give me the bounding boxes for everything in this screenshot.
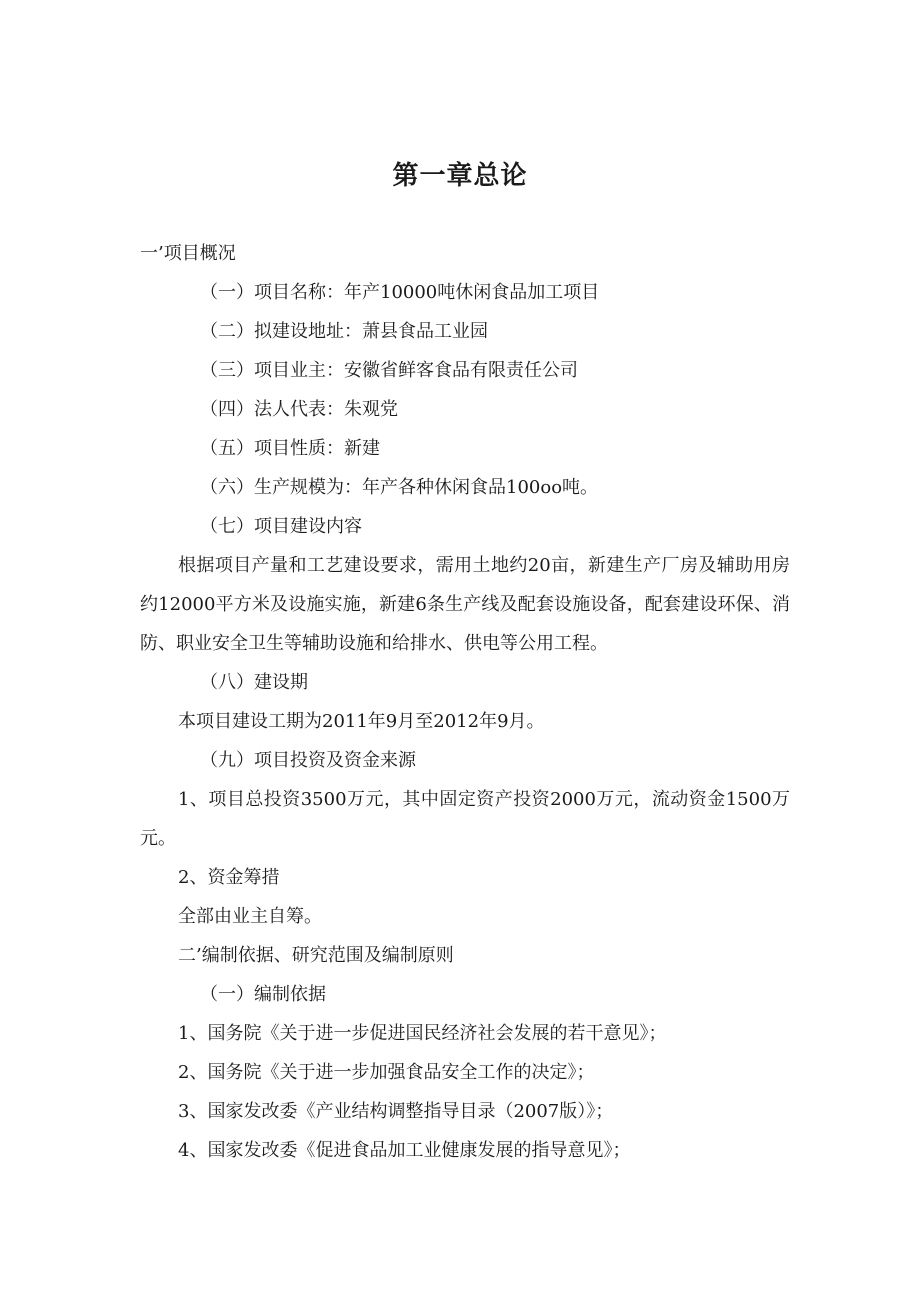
item-project-name: （一）项目名称：年产10000吨休闲食品加工项目 xyxy=(200,282,600,303)
item-production-scale: （六）生产规模为：年产各种休闲食品100oo吨。 xyxy=(200,477,599,498)
section-heading-basis-scope-principles: 二’编制依据、研究范围及编制原则 xyxy=(178,945,454,966)
item-project-owner: （三）项目业主：安徽省鲜客食品有限责任公司 xyxy=(200,360,578,381)
paragraph-construction-content: 根据项目产量和工艺建设要求，需用土地约20亩，新建生产厂房及辅助用房约12000平方米及设施实施，新建6条生产线及配套设施设备，配套建设环保、消防、职业安全卫生等辅助设施和给排水、供电等公用工程。 xyxy=(140,555,790,654)
item-legal-representative: （四）法人代表：朱观党 xyxy=(200,399,398,420)
item-construction-period: （八）建设期 xyxy=(200,672,308,693)
paragraph-total-investment: 1、项目总投资3500万元，其中固定资产投资2000万元，流动资金1500万元。 xyxy=(140,789,790,849)
item-construction-site: （二）拟建设地址：萧县食品工业园 xyxy=(200,321,488,342)
paragraph-self-funded: 全部由业主自筹。 xyxy=(178,906,322,927)
item-project-nature: （五）项目性质：新建 xyxy=(200,438,380,459)
item-compilation-basis: （一）编制依据 xyxy=(200,984,326,1005)
item-funding-raising: 2、资金筹措 xyxy=(178,867,280,888)
section-heading-project-overview: 一’项目概况 xyxy=(140,243,236,264)
paragraph-construction-period: 本项目建设工期为2011年9月至2012年9月。 xyxy=(178,711,545,732)
basis-item-2: 2、国务院《关于进一步加强食品安全工作的决定》； xyxy=(178,1062,595,1083)
document-body xyxy=(140,234,790,1170)
item-construction-content: （七）项目建设内容 xyxy=(200,516,362,537)
basis-item-3: 3、国家发改委《产业结构调整指导目录（2007版）》； xyxy=(178,1101,614,1122)
chapter-title: 第一章总论 xyxy=(392,161,528,191)
item-investment-funding: （九）项目投资及资金来源 xyxy=(200,750,416,771)
basis-item-4: 4、国家发改委《促进食品加工业健康发展的指导意见》； xyxy=(178,1140,631,1161)
basis-item-1: 1、国务院《关于进一步促进国民经济社会发展的若干意见》； xyxy=(178,1023,667,1044)
